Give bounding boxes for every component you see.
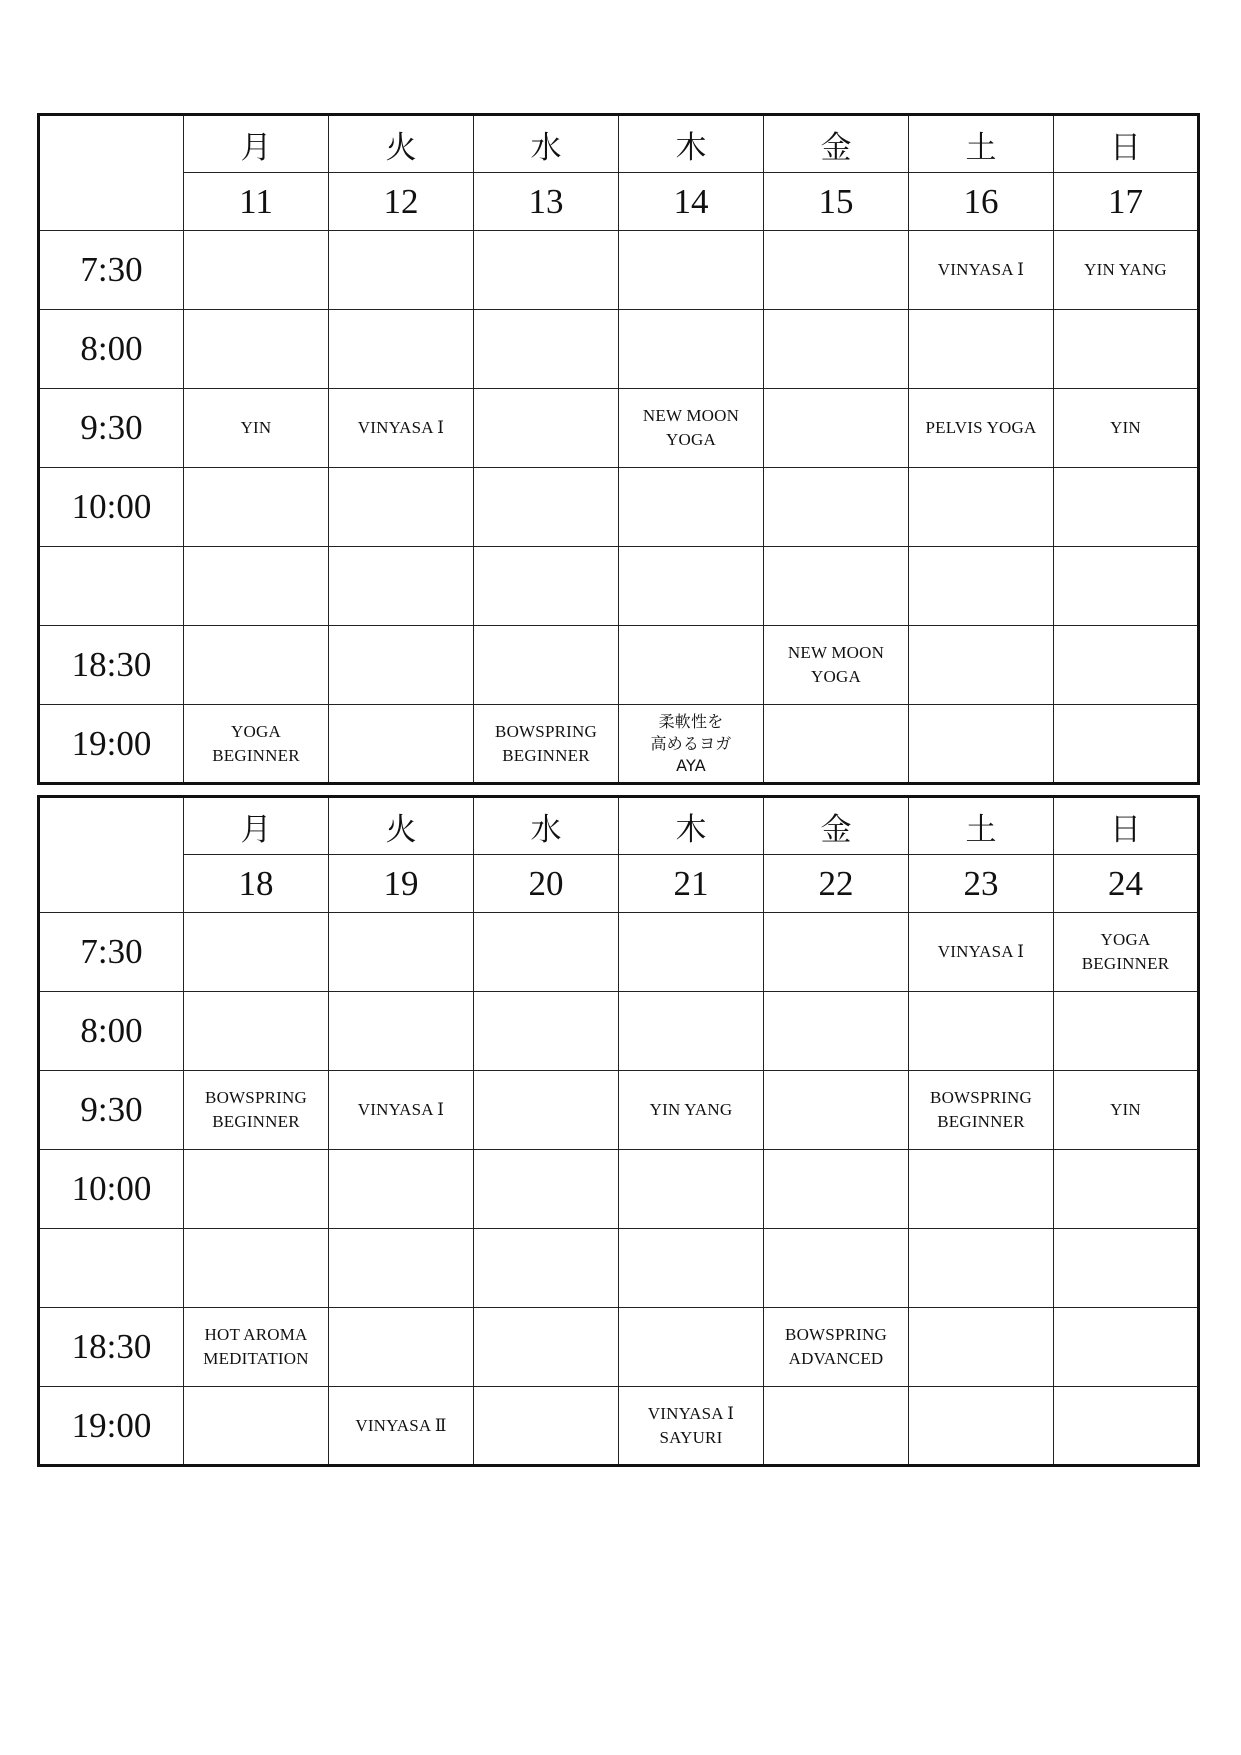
time-label: 7:30 bbox=[39, 913, 184, 992]
class-cell bbox=[1054, 705, 1199, 784]
class-cell bbox=[764, 913, 909, 992]
class-cell bbox=[619, 231, 764, 310]
class-cell bbox=[619, 547, 764, 626]
class-cell bbox=[619, 1229, 764, 1308]
class-cell bbox=[619, 310, 764, 389]
class-cell bbox=[764, 1229, 909, 1308]
class-cell bbox=[619, 468, 764, 547]
time-label: 9:30 bbox=[39, 1071, 184, 1150]
class-cell: YIN bbox=[1054, 1071, 1199, 1150]
class-cell: VINYASA Ⅰ bbox=[909, 913, 1054, 992]
date-cell: 19 bbox=[329, 855, 474, 913]
date-cell: 23 bbox=[909, 855, 1054, 913]
time-slot-row bbox=[39, 1071, 1199, 1150]
class-cell bbox=[474, 1387, 619, 1466]
class-cell bbox=[329, 626, 474, 705]
class-cell: PELVIS YOGA bbox=[909, 389, 1054, 468]
class-cell bbox=[1054, 310, 1199, 389]
class-cell bbox=[909, 1229, 1054, 1308]
weekday-fri: 金 bbox=[764, 797, 909, 855]
class-cell bbox=[619, 913, 764, 992]
class-cell bbox=[764, 1150, 909, 1229]
week-1-schedule-table bbox=[37, 113, 1200, 785]
class-cell bbox=[1054, 1308, 1199, 1387]
class-cell bbox=[184, 1229, 329, 1308]
class-cell bbox=[329, 992, 474, 1071]
weekday-tue: 火 bbox=[329, 797, 474, 855]
time-slot-row bbox=[39, 626, 1199, 705]
weekday-tue: 火 bbox=[329, 115, 474, 173]
time-label: 8:00 bbox=[39, 992, 184, 1071]
class-cell bbox=[184, 1150, 329, 1229]
class-cell bbox=[329, 310, 474, 389]
class-cell bbox=[184, 310, 329, 389]
time-slot-row bbox=[39, 547, 1199, 626]
class-cell bbox=[619, 1150, 764, 1229]
time-label: 9:30 bbox=[39, 389, 184, 468]
class-cell bbox=[184, 468, 329, 547]
class-cell bbox=[474, 1308, 619, 1387]
class-cell bbox=[1054, 1387, 1199, 1466]
class-cell bbox=[1054, 626, 1199, 705]
class-cell bbox=[764, 231, 909, 310]
class-cell bbox=[764, 1071, 909, 1150]
class-cell bbox=[474, 913, 619, 992]
weekday-sun: 日 bbox=[1054, 115, 1199, 173]
class-cell bbox=[1054, 468, 1199, 547]
time-slot-row bbox=[39, 1308, 1199, 1387]
class-cell bbox=[764, 992, 909, 1071]
class-cell: YIN YANG bbox=[1054, 231, 1199, 310]
class-cell: HOT AROMA MEDITATION bbox=[184, 1308, 329, 1387]
class-cell bbox=[184, 231, 329, 310]
class-cell bbox=[909, 1308, 1054, 1387]
class-cell: VINYASA Ⅰ SAYURI bbox=[619, 1387, 764, 1466]
class-cell bbox=[1054, 1229, 1199, 1308]
class-cell bbox=[329, 547, 474, 626]
class-cell bbox=[329, 1150, 474, 1229]
class-cell bbox=[184, 547, 329, 626]
week-2-schedule-table bbox=[37, 795, 1200, 1467]
class-cell bbox=[329, 1308, 474, 1387]
weekday-fri: 金 bbox=[764, 115, 909, 173]
class-cell: BOWSPRING BEGINNER bbox=[184, 1071, 329, 1150]
time-label: 10:00 bbox=[39, 1150, 184, 1229]
class-cell: YIN bbox=[1054, 389, 1199, 468]
class-cell bbox=[764, 389, 909, 468]
weekday-wed: 水 bbox=[474, 115, 619, 173]
date-cell: 22 bbox=[764, 855, 909, 913]
time-slot-row bbox=[39, 231, 1199, 310]
class-cell bbox=[909, 468, 1054, 547]
date-cell: 16 bbox=[909, 173, 1054, 231]
class-cell: 柔軟性を 高めるヨガ AYA bbox=[619, 705, 764, 784]
class-cell bbox=[474, 1071, 619, 1150]
class-cell bbox=[909, 626, 1054, 705]
class-cell: BOWSPRING ADVANCED bbox=[764, 1308, 909, 1387]
class-cell bbox=[764, 705, 909, 784]
class-cell bbox=[329, 231, 474, 310]
date-cell: 17 bbox=[1054, 173, 1199, 231]
class-cell: BOWSPRING BEGINNER bbox=[474, 705, 619, 784]
weekday-sat: 土 bbox=[909, 797, 1054, 855]
class-cell bbox=[184, 626, 329, 705]
class-cell bbox=[184, 913, 329, 992]
class-cell: VINYASA Ⅰ bbox=[329, 389, 474, 468]
time-slot-row bbox=[39, 1150, 1199, 1229]
class-cell bbox=[764, 1387, 909, 1466]
weekday-wed: 水 bbox=[474, 797, 619, 855]
date-cell: 18 bbox=[184, 855, 329, 913]
class-cell bbox=[909, 310, 1054, 389]
time-label: 18:30 bbox=[39, 626, 184, 705]
class-cell: YOGA BEGINNER bbox=[1054, 913, 1199, 992]
date-header-row bbox=[39, 173, 1199, 231]
class-cell bbox=[474, 231, 619, 310]
class-cell bbox=[764, 468, 909, 547]
corner-cell bbox=[39, 797, 184, 913]
weekday-sat: 土 bbox=[909, 115, 1054, 173]
class-cell bbox=[474, 389, 619, 468]
date-cell: 20 bbox=[474, 855, 619, 913]
class-cell bbox=[909, 1387, 1054, 1466]
class-cell bbox=[329, 913, 474, 992]
date-cell: 12 bbox=[329, 173, 474, 231]
class-cell bbox=[474, 1150, 619, 1229]
class-cell bbox=[474, 992, 619, 1071]
class-cell bbox=[184, 992, 329, 1071]
class-cell bbox=[619, 626, 764, 705]
time-slot-row bbox=[39, 913, 1199, 992]
class-cell bbox=[474, 468, 619, 547]
time-label bbox=[39, 1229, 184, 1308]
weekday-mon: 月 bbox=[184, 115, 329, 173]
class-cell bbox=[474, 547, 619, 626]
class-cell bbox=[329, 705, 474, 784]
time-slot-row bbox=[39, 310, 1199, 389]
class-cell bbox=[329, 1229, 474, 1308]
class-cell: VINYASA Ⅰ bbox=[329, 1071, 474, 1150]
date-cell: 21 bbox=[619, 855, 764, 913]
time-slot-row bbox=[39, 389, 1199, 468]
time-label: 7:30 bbox=[39, 231, 184, 310]
time-label: 10:00 bbox=[39, 468, 184, 547]
class-cell: VINYASA Ⅰ bbox=[909, 231, 1054, 310]
class-cell bbox=[1054, 1150, 1199, 1229]
time-slot-row bbox=[39, 468, 1199, 547]
class-cell: YIN YANG bbox=[619, 1071, 764, 1150]
class-cell bbox=[764, 547, 909, 626]
weekday-thu: 木 bbox=[619, 115, 764, 173]
class-cell bbox=[909, 1150, 1054, 1229]
weekday-header-row bbox=[39, 797, 1199, 855]
date-cell: 14 bbox=[619, 173, 764, 231]
class-cell bbox=[764, 310, 909, 389]
class-cell bbox=[909, 705, 1054, 784]
date-cell: 11 bbox=[184, 173, 329, 231]
class-cell: YIN bbox=[184, 389, 329, 468]
date-header-row bbox=[39, 855, 1199, 913]
time-label: 19:00 bbox=[39, 705, 184, 784]
class-cell bbox=[474, 310, 619, 389]
weekday-mon: 月 bbox=[184, 797, 329, 855]
time-slot-row bbox=[39, 992, 1199, 1071]
class-cell bbox=[619, 992, 764, 1071]
corner-cell bbox=[39, 115, 184, 231]
time-slot-row bbox=[39, 1387, 1199, 1466]
time-slot-row bbox=[39, 1229, 1199, 1308]
class-cell bbox=[1054, 547, 1199, 626]
time-label: 18:30 bbox=[39, 1308, 184, 1387]
class-cell bbox=[1054, 992, 1199, 1071]
weekday-thu: 木 bbox=[619, 797, 764, 855]
date-cell: 24 bbox=[1054, 855, 1199, 913]
time-slot-row bbox=[39, 705, 1199, 784]
class-cell bbox=[909, 547, 1054, 626]
class-cell: VINYASA Ⅱ bbox=[329, 1387, 474, 1466]
time-label bbox=[39, 547, 184, 626]
class-cell: YOGA BEGINNER bbox=[184, 705, 329, 784]
class-cell bbox=[474, 1229, 619, 1308]
weekday-sun: 日 bbox=[1054, 797, 1199, 855]
time-label: 19:00 bbox=[39, 1387, 184, 1466]
date-cell: 15 bbox=[764, 173, 909, 231]
date-cell: 13 bbox=[474, 173, 619, 231]
class-cell bbox=[184, 1387, 329, 1466]
class-cell: NEW MOON YOGA bbox=[764, 626, 909, 705]
class-cell bbox=[329, 468, 474, 547]
weekday-header-row bbox=[39, 115, 1199, 173]
class-cell bbox=[619, 1308, 764, 1387]
class-cell: NEW MOON YOGA bbox=[619, 389, 764, 468]
class-cell: BOWSPRING BEGINNER bbox=[909, 1071, 1054, 1150]
class-cell bbox=[909, 992, 1054, 1071]
class-cell bbox=[474, 626, 619, 705]
time-label: 8:00 bbox=[39, 310, 184, 389]
